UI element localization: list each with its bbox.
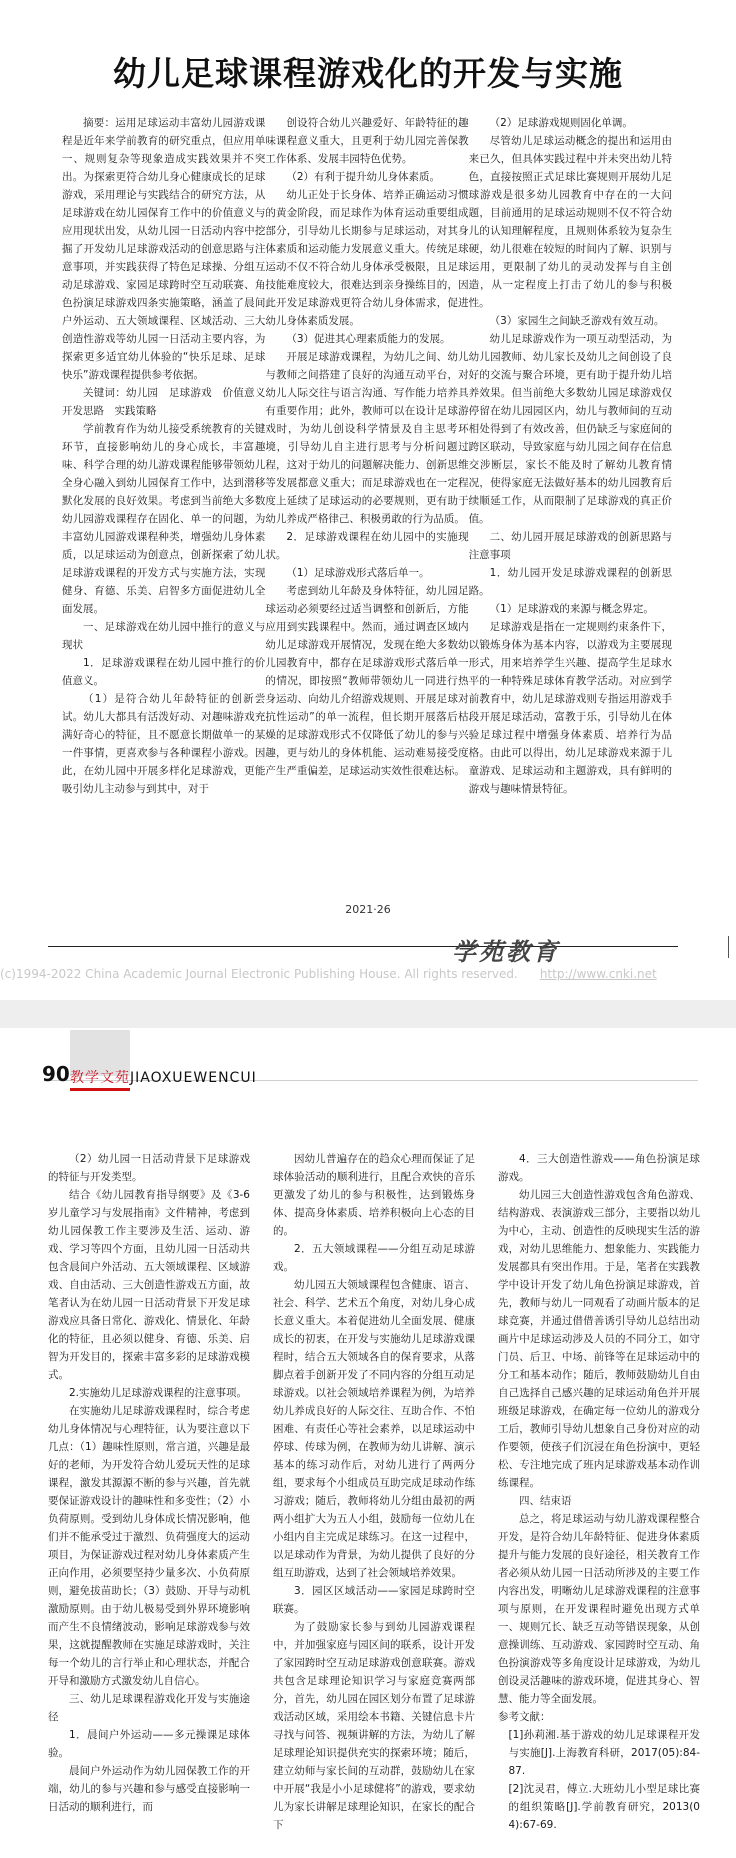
page1-paragraph: 幼儿足球游戏作为一项互动型活动，为幼儿园教师、幼儿家长及幼儿之间创设了良好的交流与聚合环境，更有助于提升幼儿培养效果。但当前绝大多数幼儿园足球游戏仅停留在幼儿园园区内，幼儿与教师间的互动相处得到了有效改善，但仍缺乏与家庭间的跨区联动，导致家庭与幼儿园之间存在信息交涉断层，家长不能及时了解幼儿教育情况，使得家庭无法做好基本的幼儿园教育后续顺延工作，从而限制了足球游戏的真正价值。 [468,333,672,525]
page2-paragraph: 参考文献： [498,1711,551,1723]
page1-paragraph: 1．幼儿园开发足球游戏课程的创新思路。 [468,567,672,597]
page2-column-middle [273,1150,475,1858]
copyright-line [0,967,657,981]
page2-paragraph: 幼儿园三大创造性游戏包含角色游戏、结构游戏、表演游戏三部分，主要指以幼儿为中心，主动、创造性的反映现实生活的游戏，对幼儿思维能力、想象能力、实践能力发展都具有突出作用。于是，笔者在实践教学中设计开发了幼儿角色扮演足球游戏，首先，教师与幼儿一同观看了动画片版本的足球竞赛，并通过借借善诱引导幼儿总结出动画片中足球运动涉及人员的不同分工，如守门员、后卫、中场、前锋等在足球运动中的分工和基本动作；随后，教师鼓励幼儿自由自己选择自己感兴趣的足球运动角色并开展班级足球游戏，在确定每一位幼儿的游戏分工后，教师引导幼儿想象自己身份对应的动作要领，使孩子们沉浸在角色扮演中，更轻松、专注地完成了班内足球游戏基本动作训练课程。 [498,1189,700,1489]
page1-paragraph: 一、足球游戏在幼儿园中推行的意义与现状 [62,621,266,651]
page1-paragraph: 足球游戏是指在一定规则约束条件下，以锻炼身体为基本内容，以游戏为主要展现形式，用来培养学生兴趣、提高学生足球水平的一种特殊足球体育教学活动。对应到学前教育中，幼儿足球游戏则专指运用游戏手段开展足球活动，富教于乐，引导幼儿在体验足球过程中增强身体素质、培养行为品格。由此可以得出，幼儿足球游戏来源于儿童游戏、足球运动和主题游戏，具有鲜明的游戏与趣味情景特征。 [468,621,672,795]
page2-header [0,1030,736,1100]
page2-paragraph: 因幼儿普遍存在的趋众心理而保证了足球体验活动的顺利进行，且配合欢快的音乐更激发了幼儿的参与积极性，达到锻炼身体、提高身体素质、培养积极向上心态的目的。 [273,1153,475,1237]
page1-paragraph: （2）有利于提升幼儿身体素质。 [286,171,441,183]
page2-columns [48,1150,700,1858]
page1-columns [62,114,672,844]
page1-paragraph: 创设符合幼儿兴趣爱好、年龄特征的趣味课程意义重大，且更利于幼儿园完善保教工作体系、发展丰园特色优势。 [265,117,469,165]
page1-paragraph: （1）足球游戏的来源与概念界定。 [489,603,654,615]
page1-column-right [469,114,672,844]
page-edge-mark [728,936,736,958]
page1-paragraph: （1）是符合幼儿年龄特征的创新尝试。幼儿大都具有活泼好动、对趣味游戏充满好奇心的特征，且不愿意长期做单一的某一件事情，更喜欢参与各种课程小游戏。因此，在幼儿园中开展多样化足球游戏，更能吸引幼儿主动参与到其中，对于 [62,693,266,795]
magazine-name [70,1067,257,1087]
page1-paragraph: 二、幼儿园开展足球游戏的创新思路与注意事项 [468,531,672,561]
page1-paragraph: 开展足球游戏课程，为幼儿之间、幼儿与教师之间搭建了良好的沟通互动平台，对幼儿人际交往与语言沟通、写作能力培养具有重要作用；此外，教师可以在设计足球游戏时，为幼儿创设科学情景及自主思考环境，引导幼儿自主进行思考与分析问题过程，这对于幼儿的问题解决能力、创新思维等发展都意义重大；而足球游戏也在一定程度上延续了足球运动的必要规则，更有助于幼儿养成严格律己、积极勇敢的行为品质。 [265,351,469,525]
page2-paragraph: [1]孙莉湘.基于游戏的幼儿足球课程开发与实施[J].上海教育科研，2017(05):84-87. [508,1729,700,1777]
page1-footer-rule [48,946,678,947]
page2-paragraph: 3．园区区域活动——家园足球跨时空联赛。 [273,1585,475,1615]
magazine-logo: 学苑教育 [452,937,560,966]
page2-paragraph: 2.实施幼儿足球游戏课程的注意事项。 [69,1387,248,1399]
page1-paragraph: 幼儿正处于长身体、培养正确运动习惯的黄金阶段，而足球作为体育运动重要组成部分，引导幼儿长期参与足球运动，对其身体素质和运动能力发展意义重大。传统足球运动不仅不符合幼儿身体承受极限，且足球技能难度较大，很难达到亲身操练目的，因此开发足球游戏更符合幼儿身体需求，促进幼儿身体素质发展。 [265,189,469,327]
page2-paragraph: 四、结束语 [519,1495,572,1507]
page1-paragraph: （3）家园生之间缺乏游戏有效互动。 [489,315,665,327]
page2-paragraph: 为了鼓励家长参与到幼儿园游戏课程中，并加强家庭与园区间的联系，设计开发了家园跨时空互动足球游戏创意联赛。游戏共包含足球理论知识学习与家庭竞赛两部分，首先，幼儿园在园区划分布置了足球游戏活动区域，采用绘本书籍、关键信息卡片寻找与问答、视频讲解的方法，为幼儿了解足球理论知识提供充实的探索环境；随后，建立幼师与家长间的互动群，鼓励幼儿在家中开展“我是小小足球健将”的游戏，要求幼儿为家长讲解足球理论知识，在家长的配合下 [273,1621,475,1831]
magazine-name-cn: 教学文苑 [70,1070,130,1086]
page-separator [0,1000,736,1028]
page1-number: 2021·26 [345,903,391,916]
page2-paragraph: 结合《幼儿园教育指导纲要》及《3-6岁儿童学习与发展指南》文件精神，考虑到幼儿园保教工作主要涉及生活、运动、游戏、学习等四个方面，且幼儿园一日活动共包含晨间户外活动、五大领域课程、区域游戏、自由活动、三大创造性游戏五方面，故笔者认为在幼儿园一日活动背景下开发足球游戏应具备日常化、游戏化、情景化、年龄化的特征，且必须以健身、育德、乐美、启智为开发目的，探索丰富多彩的足球游戏模式。 [48,1189,250,1381]
copyright-text: (c)1994-2022 China Academic Journal Electronic Publishing House. All rights reserved. [0,967,518,981]
page1-paragraph: 考虑到幼儿年龄及身体特征，幼儿园足球运动必须要经过适当调整和创新后，方能应用到实践课程中。然而，通过调查区域内幼儿足球游戏开展情况，发现在绝大多数幼儿园教育中，都存在足球游戏形式落后单一的情况，即按照“教师带领幼儿一同进行热身运动、向幼儿介绍游戏规则、开展足球对抗性运动”的单一流程，但长期开展落后枯燥的足球游戏形式不仅降低了幼儿的参与兴趣，更与幼儿的身体机能、运动难易接受度产生严重偏差，足球运动实效性很难达标。 [265,585,469,777]
page1-paragraph: 1．足球游戏课程在幼儿园中推行的价值意义。 [62,657,266,687]
page2-column-right [498,1150,700,1858]
page2-paragraph: （2）幼儿园一日活动背景下足球游戏的特征与开发类型。 [48,1153,250,1183]
page2-paragraph: 1．晨间户外运动——多元操课足球体验。 [48,1729,250,1759]
page2-paragraph: 晨间户外运动作为幼儿园保教工作的开端，幼儿的参与兴趣和参与感受直接影响一日活动的顺利进行，而 [48,1765,250,1813]
header-red-bar [70,1088,130,1091]
page1-paragraph: 尽管幼儿足球运动概念的提出和运用由来已久，但具体实践过程中并未突出幼儿特色，直接按照正式足球比赛规则开展幼儿足球游戏是很多幼儿园教育中存在的一大问题，目前通用的足球运动规则不仅不符合幼儿的认知理解程度，且规则体系较为复杂生硬，幼儿很难在较短的时间内了解、识别与运用，更限制了幼儿的灵动发挥与自主创造，从一定程度上打击了幼儿的参与积极性。 [468,135,672,309]
page2-paragraph: 幼儿园五大领域课程包含健康、语言、社会、科学、艺术五个角度，对幼儿身心成长意义重大。本着促进幼儿全面发展、健康成长的初衷，在开发与实施幼儿足球游戏课程时，结合五大领域各自的保育要求，从落脚点着手创新开发了不同内容的分组互动足球游戏。以社会领域培养课程为例，为培养幼儿养成良好的人际交往、互助合作、不怕困难、有责任心等社会素养，以足球运动中停球、传球为例，在教师为幼儿讲解、演示基本的练习动作后，对幼儿进行了两两分组，要求每个小组成员互助完成足球动作练习游戏；随后，教师将幼儿分组由最初的两两小组扩大为五人小组，鼓励每一位幼儿在小组内自主完成足球练习。在这一过程中，以足球动作为背景，为幼儿提供了良好的分组互助游戏，达到了社会领域培养效果。 [273,1279,475,1579]
article-title: 幼儿足球课程游戏化的开发与实施 [113,54,623,93]
page1-paragraph: （2）足球游戏规则固化单调。 [489,117,633,129]
page2-paragraph: 2．五大领域课程——分组互动足球游戏。 [273,1243,475,1273]
page2-paragraph: 4．三大创造性游戏——角色扮演足球游戏。 [498,1153,700,1183]
page1-paragraph: （3）促进其心理素质能力的发展。 [286,333,451,345]
page1-paragraph: 摘要：运用足球运动丰富幼儿园游戏课程是近年来学前教育的研究重点，但应用单一、规则复杂等现象造成实践效果并不突出。为探索更符合幼儿身心健康成长的足球游戏，采用理论与实践结合的研究方法，从足球游戏在幼儿园保育工作中的价值意义与应用现状出发，从幼儿园一日活动内容中挖掘了开发幼儿足球游戏活动的创意思路与注意事项，并实践获得了特色足球操、分组互动足球游戏、家园足球跨时空互动联赛、角色扮演足球游戏四条实施策略，涵盖了晨间户外运动、五大领域课程、区域活动、三大创造性游戏等幼儿园一日活动主要内容，为探索更多适宜幼儿体验的“快乐足球、足球快乐”游戏课程提供参考依据。 [62,117,266,381]
page2-column-left [48,1150,250,1858]
page2-number: 90 [42,1062,70,1086]
page2-paragraph: [2]沈灵君，傅立.大班幼儿小型足球比赛的组织策略[J].学前教育研究，2013(04):67-69. [508,1783,700,1831]
page1-column-left [62,114,265,844]
cnki-link[interactable]: http://www.cnki.net [539,967,657,981]
magazine-name-pinyin: JIAOXUEWENCUI [130,1070,257,1086]
page1-paragraph: 关键词：幼儿园 足球游戏 价值意义 开发思路 实践策略 [62,387,266,417]
page1-paragraph: 2．足球游戏课程在幼儿园中的实施现状。 [265,531,469,561]
page1-paragraph: 学前教育作为幼儿接受系统教育的关键环节，直接影响幼儿的身心成长，丰富趣味、科学合理的幼儿游戏课程能够带领幼儿全身心融入到幼儿园保育工作中，达到潜移默化发展的良好效果。考虑到当前绝大多数幼儿园游戏课程存在固化、单一的问题，为丰富幼儿园游戏课程种类，增强幼儿身体素质，以足球运动为创意点，创新探索了幼儿足球游戏课程的开发方式与实施方法，实现健身、育德、乐美、启智多方面促进幼儿全面发展。 [62,423,266,615]
page1-column-middle [265,114,468,844]
page2-paragraph: 总之，将足球运动与幼儿游戏课程整合开发，是符合幼儿年龄特征、促进身体素质提升与能力发展的良好途径，相关教育工作者必须从幼儿园一日活动所涉及的主要工作内容出发，明晰幼儿足球游戏课程的注意事项与原则，在开发课程时避免出现方式单一、规则冗长、缺乏互动等错误现象，从创意操训练、互动游戏、家园跨时空互动、角色扮演游戏等多角度设计足球游戏，为幼儿创设灵活趣味的游戏环境，促进其身心、智慧、能力等全面发展。 [498,1513,700,1705]
page2-paragraph: 三、幼儿足球课程游戏化开发与实施途径 [48,1693,250,1723]
page2-paragraph: 在实施幼儿足球游戏课程时，综合考虑幼儿身体情况与心理特征，认为要注意以下几点：（1）趣味性原则，常言道，兴趣是最好的老师，为开发符合幼儿爱玩天性的足球课程，激发其源源不断的参与兴趣，首先就要保证游戏设计的趣味性和多变性；（2）小负荷原则。受到幼儿身体成长情况影响，他们并不能承受过于激烈、负荷强度大的运动项目，为保证游戏过程对幼儿身体素质产生正向作用，必须要坚持少量多次、小负荷原则，避免拔苗助长；（3）鼓励、开导与动机激励原则。由于幼儿极易受到外界环境影响而产生不良情绪波动，影响足球游戏参与效果，这就提醒教师在实施足球游戏时，关注每一个幼儿的言行举止和心理状态，并配合开导和激励方式激发幼儿自信心。 [48,1405,250,1687]
page1-paragraph: （1）足球游戏形式落后单一。 [286,567,430,579]
